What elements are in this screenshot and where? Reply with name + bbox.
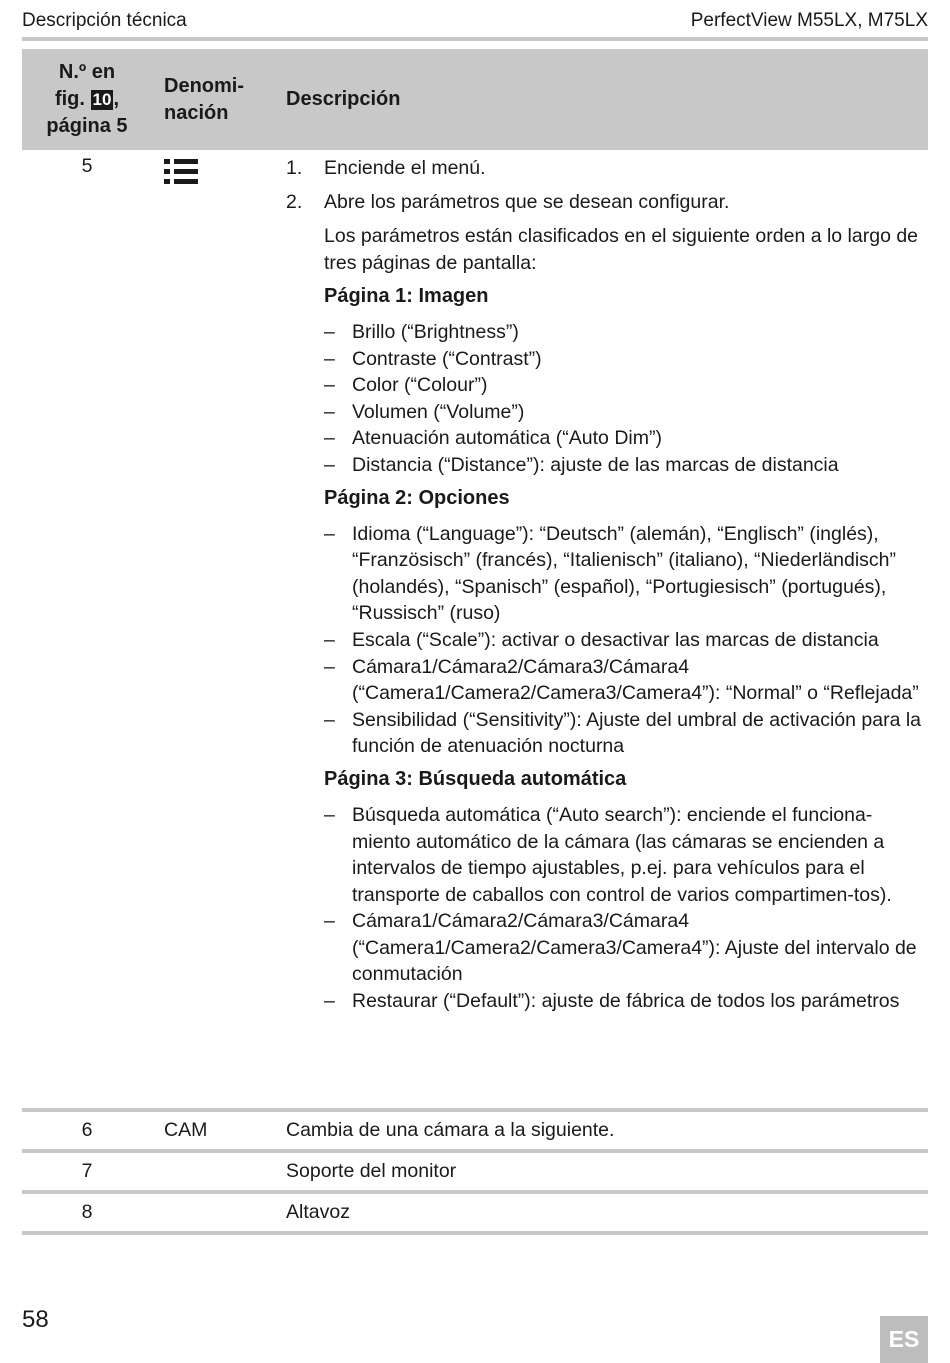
list-item: – Sensibilidad (“Sensitivity”): Ajuste del umbral de activación para la función de atenuación nocturna — [324, 708, 922, 758]
header-name-column: Denomi- nación — [164, 74, 244, 124]
header-description-column: Descripción — [286, 88, 401, 110]
page-number: 58 — [22, 1306, 49, 1333]
row-description: Cambia de una cámara a la siguiente. — [286, 1119, 615, 1141]
table-row — [22, 1112, 928, 1149]
list-item: – Volumen (“Volume”) — [324, 400, 525, 423]
row-description: Soporte del monitor — [286, 1160, 457, 1182]
step-1: 1. Enciende el menú. — [286, 157, 486, 179]
row-name: CAM — [164, 1119, 208, 1141]
table-row — [22, 1194, 928, 1231]
list-item: – Restaurar (“Default”): ajuste de fábrica de todos los parámetros — [324, 990, 900, 1013]
description-table — [22, 49, 928, 1235]
section-title: Descripción técnica — [22, 10, 187, 31]
list-item: – Escala (“Scale”): activar o desactivar las marcas de distancia — [324, 628, 879, 651]
list-item: – Cámara1/Cámara2/Cámara3/Cámara4 (“Camera1/Camera2/Camera3/Camera4”): Ajuste del intervalo de conmutación — [324, 910, 917, 986]
list-item: – Búsqueda automática (“Auto search”): enciende el funciona-miento automático de la cámara (las cámaras se encienden a intervalos de tiempo ajustables, p.ej. para vehículos para el transporte de caballos con control de varios compartimen-tos). — [324, 803, 892, 906]
row-description: Altavoz — [286, 1201, 350, 1223]
list-item: – Atenuación automática (“Auto Dim”) — [324, 427, 662, 450]
table-row — [22, 150, 928, 1108]
list-item: – Cámara1/Cámara2/Cámara3/Cámara4 (“Camera1/Camera2/Camera3/Camera4”): “Normal” o “Reflejada” — [324, 655, 919, 705]
product-name: PerfectView M55LX, M75LX — [690, 10, 928, 31]
row-number: 7 — [81, 1160, 93, 1182]
page-2-list — [286, 521, 928, 760]
row-number: 8 — [81, 1201, 93, 1223]
table-bottom-rule — [22, 1231, 928, 1235]
list-item: – Color (“Colour”) — [324, 374, 488, 397]
language-badge: ES — [880, 1316, 928, 1363]
page-3-heading: Página 3: Búsqueda automática — [324, 767, 627, 790]
list-item: – Idioma (“Language”): “Deutsch” (alemán), “Englisch” (inglés), “Französisch” (francés), “Italienisch” (italiano), “Niederländisch” (holandés), “Spanisch” (español), “Portugiesisch” (portugués), “Russisch” (ruso) — [324, 522, 897, 625]
list-item: – Distancia (“Distance”): ajuste de las marcas de distancia — [324, 453, 839, 476]
list-item: – Contraste (“Contrast”) — [324, 347, 542, 370]
row-description — [286, 155, 928, 1108]
header-rule — [22, 37, 928, 41]
header-number-column: N.º en fig. 10 , página 5 — [46, 61, 128, 137]
page-3-list — [286, 802, 928, 1015]
step-2: 2. Abre los parámetros que se desean configurar. — [286, 191, 730, 213]
menu-list-icon — [164, 159, 200, 185]
page-1-heading: Página 1: Imagen — [324, 285, 489, 307]
page-header — [22, 6, 928, 36]
intro-paragraph: Los parámetros están clasificados en el siguiente orden a lo largo de tres páginas de pantalla: — [324, 225, 919, 274]
page-1-list — [286, 319, 928, 479]
figure-reference-badge: 10 — [92, 90, 112, 109]
page-2-heading: Página 2: Opciones — [324, 486, 510, 509]
table-header — [22, 49, 928, 150]
table-row — [22, 1153, 928, 1190]
row-number: 5 — [81, 155, 93, 177]
row-number: 6 — [81, 1119, 93, 1141]
list-item: – Brillo (“Brightness”) — [324, 321, 519, 343]
